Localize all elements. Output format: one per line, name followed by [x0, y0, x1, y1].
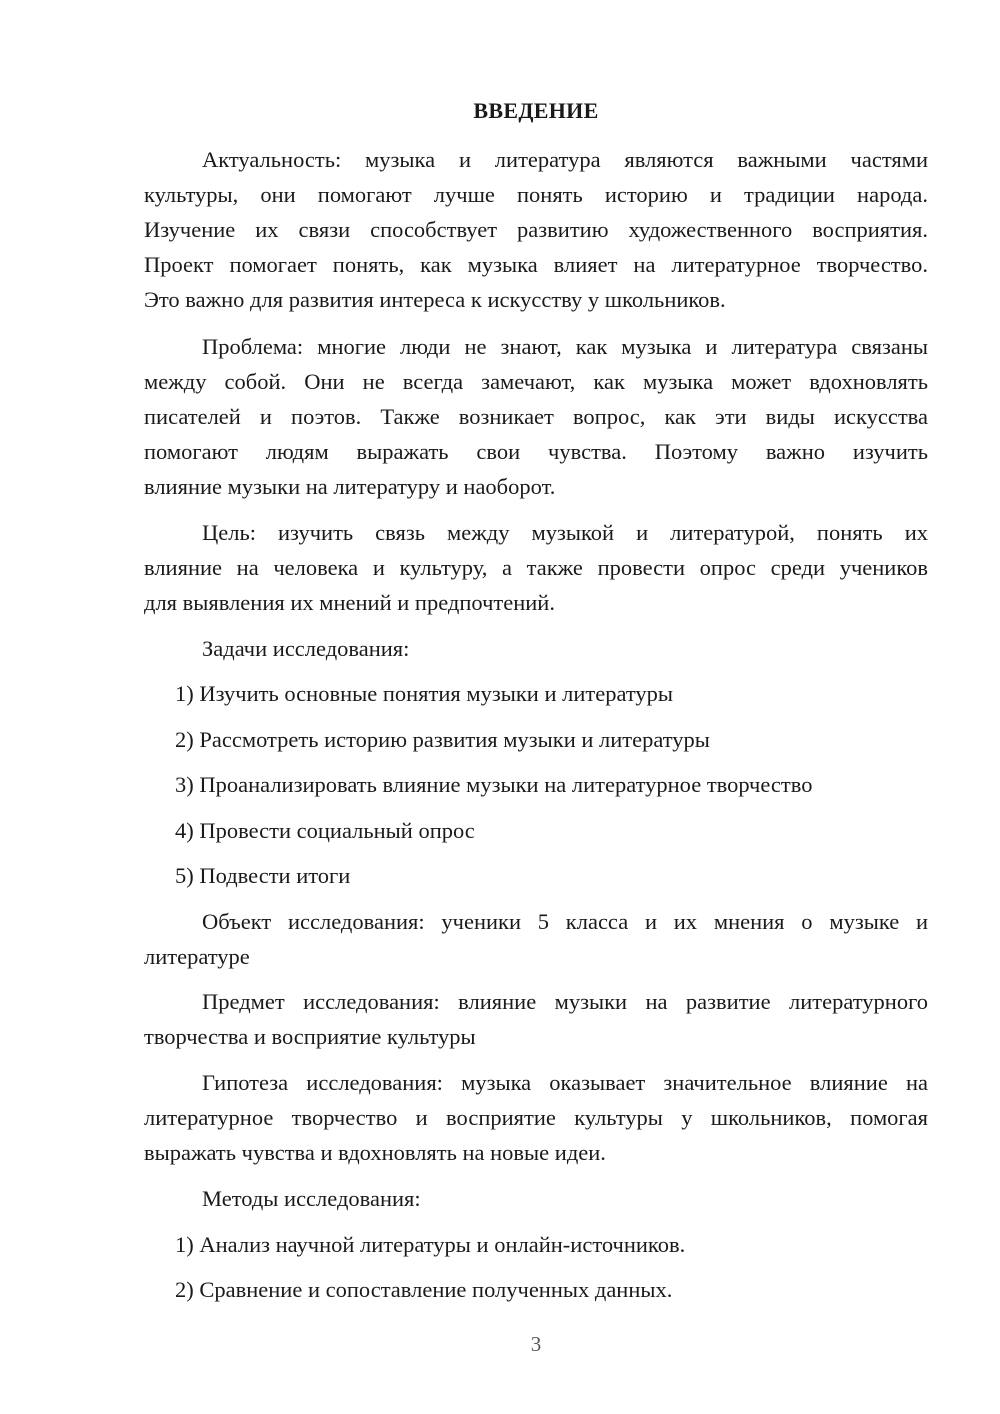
- method-item: 2) Сравнение и сопоставление полученных данных.: [175, 1277, 673, 1302]
- section-heading: ВВЕДЕНИЕ: [473, 98, 599, 123]
- paragraph-line: Изучение их связи способствует развитию художественного восприятия.: [144, 217, 928, 242]
- paragraph-line: выражать чувства и вдохновлять на новые идеи.: [144, 1140, 606, 1165]
- task-item: 1) Изучить основные понятия музыки и литературы: [175, 681, 674, 706]
- paragraph-line: Гипотеза исследования: музыка оказывает значительное влияние на: [202, 1070, 928, 1095]
- paragraph-line: писателей и поэтов. Также возникает вопрос, как эти виды искусства: [144, 404, 928, 429]
- method-item: 1) Анализ научной литературы и онлайн-источников.: [175, 1232, 686, 1257]
- paragraph-line: между собой. Они не всегда замечают, как музыка может вдохновлять: [144, 369, 928, 394]
- task-item: 5) Подвести итоги: [175, 863, 351, 888]
- methods-title: Методы исследования:: [202, 1186, 421, 1211]
- page-number: 3: [530, 1332, 542, 1356]
- hypothesis-paragraph: [144, 1065, 928, 1170]
- paragraph-line: литературное творчество и восприятие культуры у школьников, помогая: [144, 1105, 928, 1130]
- paragraph-line: Это важно для развития интереса к искусству у школьников.: [144, 287, 726, 312]
- paragraph-line: Проект помогает понять, как музыка влияет на литературное творчество.: [144, 252, 928, 277]
- task-item: 2) Рассмотреть историю развития музыки и литературы: [175, 727, 710, 752]
- paragraph-line: помогают людям выражать свои чувства. Поэтому важно изучить: [144, 439, 928, 464]
- paragraph-line: Проблема: многие люди не знают, как музыка и литература связаны: [202, 334, 928, 359]
- task-item: 4) Провести социальный опрос: [175, 818, 475, 843]
- relevance-paragraph: [144, 142, 928, 317]
- paragraph-line: Объект исследования: ученики 5 класса и их мнения о музыке и: [202, 909, 928, 934]
- paragraph-line: культуры, они помогают лучше понять историю и традиции народа.: [144, 182, 928, 207]
- paragraph-line: для выявления их мнений и предпочтений.: [144, 590, 555, 615]
- paragraph-line: Предмет исследования: влияние музыки на развитие литературного: [202, 989, 928, 1014]
- paragraph-line: Цель: изучить связь между музыкой и литературой, понять их: [202, 520, 928, 545]
- goal-paragraph: [144, 515, 928, 620]
- paragraph-line: литературе: [144, 944, 250, 969]
- tasks-title: Задачи исследования:: [202, 636, 410, 661]
- task-item: 3) Проанализировать влияние музыки на литературное творчество: [175, 772, 813, 797]
- paragraph-line: влияние на человека и культуру, а также провести опрос среди учеников: [144, 555, 928, 580]
- subject-paragraph: [144, 984, 928, 1054]
- object-paragraph: [144, 904, 928, 974]
- paragraph-line: творчества и восприятие культуры: [144, 1024, 476, 1049]
- paragraph-line: влияние музыки на литературу и наоборот.: [144, 474, 556, 499]
- paragraph-line: Актуальность: музыка и литература являются важными частями: [202, 147, 928, 172]
- problem-paragraph: [144, 329, 928, 504]
